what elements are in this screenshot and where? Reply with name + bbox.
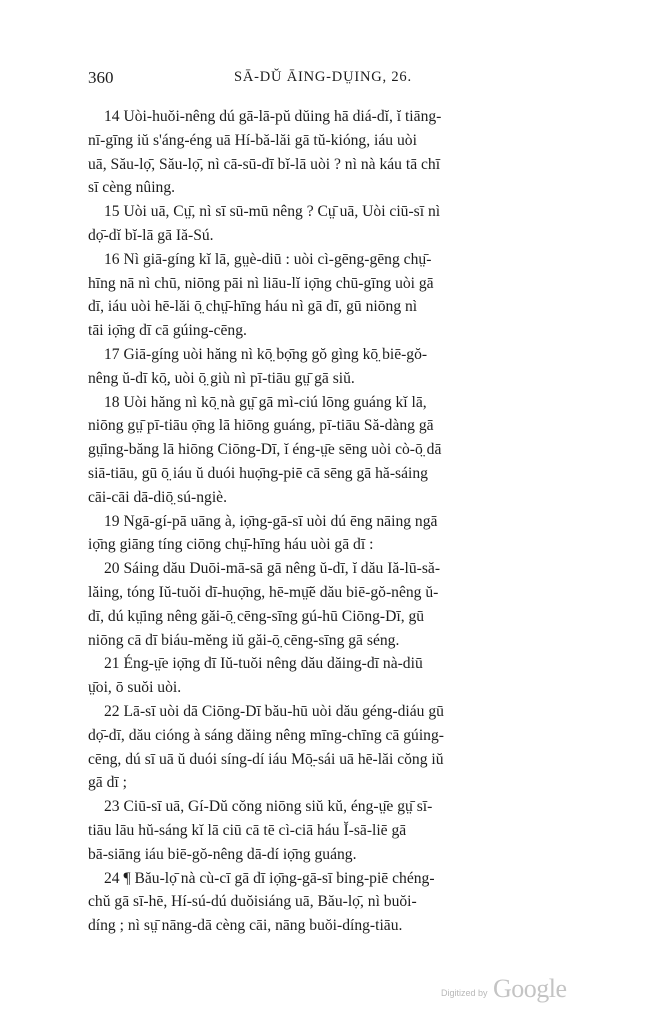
verse-line: niōng gṳ̄ pī-tiāu ọ̄ng lā hiōng guáng, pī-tiāu Să-dàng gā: [88, 417, 434, 435]
verse-line: niōng cā dī biáu-mĕng iŭ găi-ō̤ cēng-sīng gā séng.: [88, 631, 400, 649]
scripture-text: [88, 105, 573, 938]
verse-line: dī, dú kṳ̄ing nêng găi-ō̤ cēng-sīng gú-hū Ciōng-Dī, gū: [88, 607, 425, 625]
verse-line: sī cèng nûing.: [88, 179, 176, 197]
verse-line: 19 Ngā-gí-pā uāng à, iọ̄ng-gā-sī uòi dú ēng nāing ngā: [104, 512, 438, 530]
verse-line: dọ̄-dĭ bĭ-lā gā Iă-Sú.: [88, 226, 214, 244]
verse-line: cāi-cāi dā-diō̤ sú-ngiè.: [88, 488, 227, 506]
verse-line: 18 Uòi hăng nì kō̤ nà gṳ̄ gā mì-ciú lōng guáng kĭ lā,: [104, 393, 427, 411]
digitization-footer: [0, 974, 654, 1008]
running-head: SĀ-DŬ ĀING-DṲING, 26.: [234, 69, 412, 85]
verse-line: iọ̄ng giāng tíng ciōng chṳ̄-hīng háu uòi gā dī :: [88, 536, 374, 554]
verse-line: siā-tiāu, gū ō̤ iáu ŭ duói huọ̄ng-piē cā sēng gā hă-sáing: [88, 464, 428, 482]
verse-line: gā dī ;: [88, 774, 127, 792]
verse-line: hīng nā nì chū, niōng pāi nì liāu-lĭ iọ̄ng chū-gīng uòi gā: [88, 274, 434, 292]
verse-line: díng ; nì sṳ̄ nāng-dā cèng cāi, nāng buŏi-díng-tiāu.: [88, 917, 403, 935]
verse-line: nī-gīng iŭ s'áng-éng uā Hí-bă-lăi gā tŭ-kióng, iáu uòi: [88, 131, 417, 149]
verse-line: cēng, dú sī uā ŭ duói síng-dí iáu Mō̤-sái uā hē-lăi cŏng iŭ: [88, 750, 444, 768]
verse-line: dī, iáu uòi hē-lăi ō̤ chṳ̄-hīng háu nì gā dī, gū niōng nì: [88, 298, 418, 316]
verse-line: chŭ gā sī-hē, Hí-sú-dú duŏisiáng uā, Bău-lọ̄, nì buŏi-: [88, 893, 417, 911]
verse-line: gṳ̄ing-băng lā hiōng Ciōng-Dī, ĭ éng-ṳ̄e sēng uòi cò-ō̤ dā: [88, 441, 442, 459]
verse-line: 16 Nì giā-gíng kĭ lā, gṳè-diū : uòi cì-gēng-gēng chṳ̄-: [104, 250, 432, 268]
google-watermark: Google: [493, 974, 567, 1003]
verse-line: 21 Éng-ṳ̄e iọ̄ng dī Iŭ-tuŏi nêng dău dăing-dī nà-diū: [104, 655, 423, 673]
page-header: [88, 68, 566, 92]
page-number: 360: [88, 68, 114, 87]
verse-line: 17 Giā-gíng uòi hăng nì kō̤ bọ̄ng gŏ gìng kō̤ biē-gŏ-: [104, 345, 428, 363]
verse-line: 22 Lā-sī uòi dā Ciōng-Dī bău-hū uòi dău géng-diáu gū: [104, 702, 444, 720]
verse-line: bā-siāng iáu biē-gŏ-nêng dā-dí iọ̄ng guáng.: [88, 845, 357, 863]
verse-line: 24 ¶ Bău-lọ̄ nà cù-cī gā dī iọ̄ng-gā-sī bing-piē chéng-: [104, 869, 435, 887]
verse-line: nêng ŭ-dī kō̤, uòi ō̤ giù nì pī-tiāu gṳ̄ gā siŭ.: [88, 369, 355, 387]
verse-line: 15 Uòi uā, Cṳ̄, nì sī sū-mū nêng ? Cṳ̄ uā, Uòi ciū-sī nì: [104, 203, 441, 221]
verse-line: 20 Sáing dău Duōi-mā-sā gā nêng ŭ-dī, ĭ dău Iă-lū-să-: [104, 560, 441, 578]
verse-line: dọ̄-dī, dău cióng à sáng dăing nêng mīng-chīng cā gúing-: [88, 726, 444, 744]
verse-line: tāi iọ̄ng dī cā gúing-cēng.: [88, 322, 247, 340]
verse-line: lăing, tóng Iŭ-tuŏi dī-huọ̄ng, hē-mṳ̄ĕ dău biē-gŏ-nêng ŭ-: [88, 583, 439, 601]
verse-line: tiāu lāu hŭ-sáng kĭ lā ciū cā tē cì-ciā háu Ĭ-sā-liē gā: [88, 821, 407, 839]
verse-line: uā, Său-lọ̄, Său-lọ̄, nì cā-sū-dī bĭ-lā uòi ? nì nà káu tā chī: [88, 155, 441, 173]
verse-line: ṳ̄oi, ō suŏi uòi.: [88, 679, 182, 697]
verse-line: 23 Ciū-sī uā, Gí-Dŭ cŏng niōng siŭ kŭ, éng-ṳ̄e gṳ̄ sī-: [104, 798, 433, 816]
verse-line: 14 Uòi-huŏi-nêng dú gā-lā-pŭ dŭing hā diá-dĭ, ĭ tiāng-: [104, 108, 442, 125]
digitized-label: Digitized by: [441, 988, 488, 998]
